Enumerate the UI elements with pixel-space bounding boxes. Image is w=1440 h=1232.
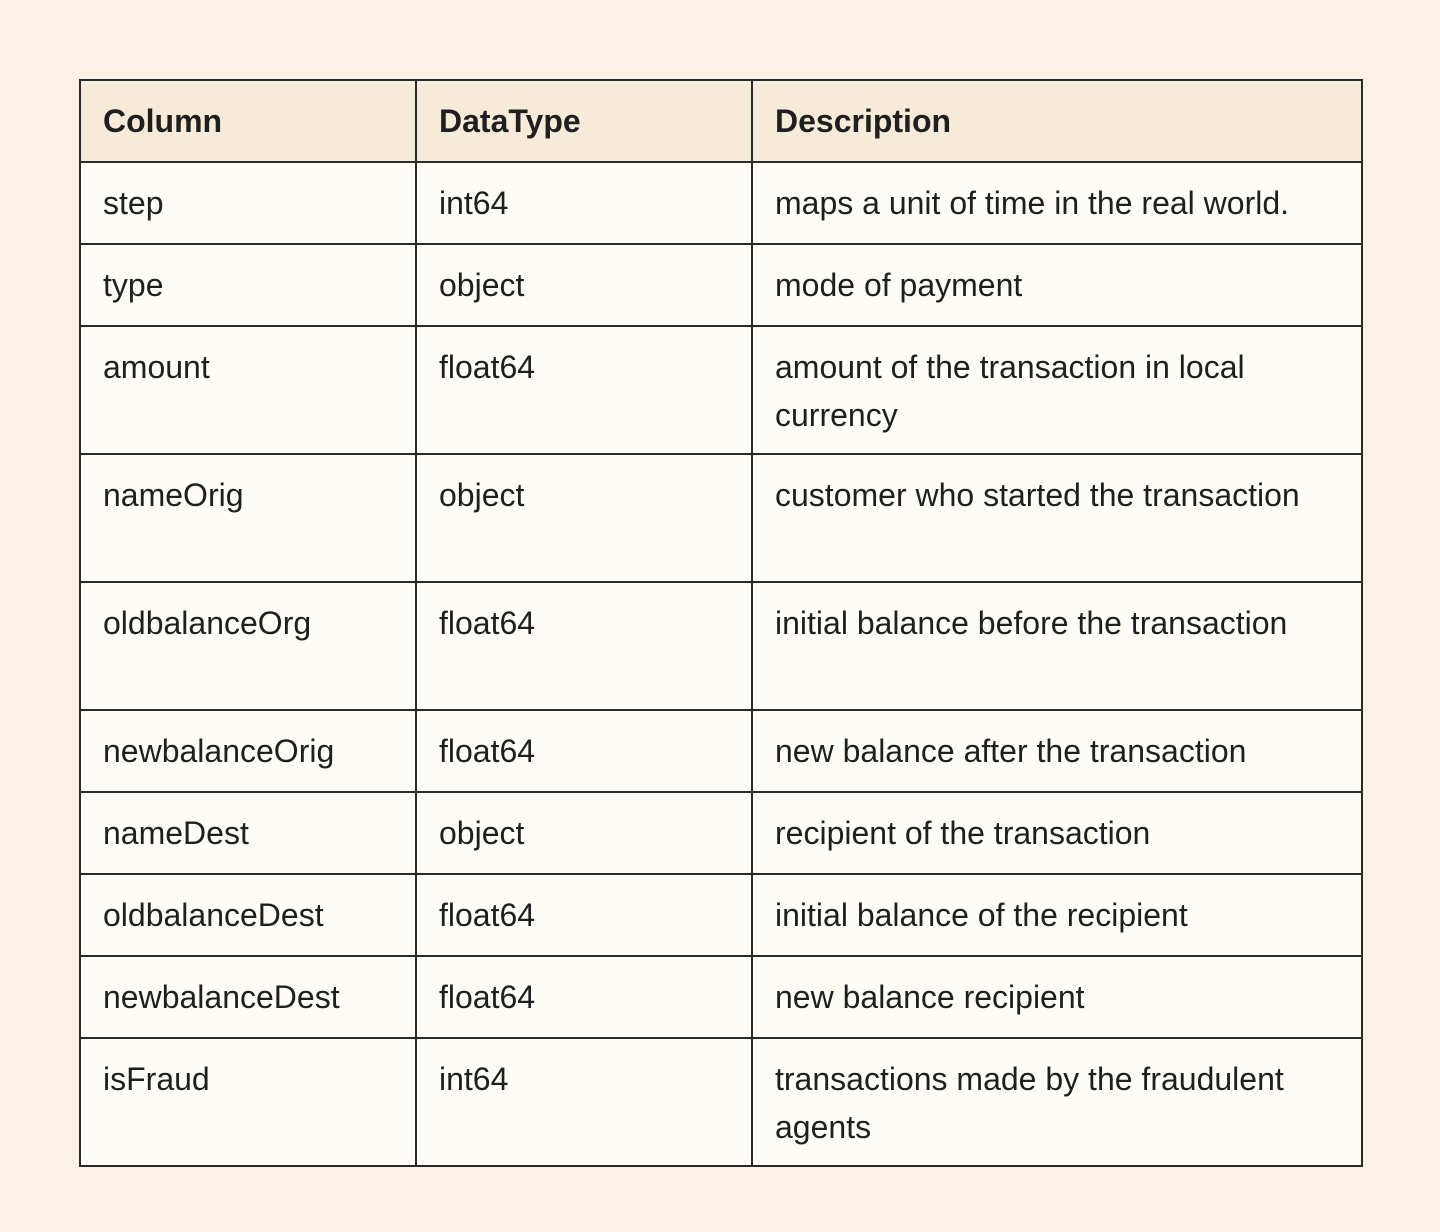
table-header-row bbox=[80, 80, 1362, 162]
cell-description: amount of the transaction in local currency bbox=[752, 326, 1362, 454]
cell-datatype: float64 bbox=[416, 326, 752, 454]
table-row bbox=[80, 956, 1362, 1038]
data-dictionary-table bbox=[79, 79, 1363, 1167]
cell-datatype: float64 bbox=[416, 956, 752, 1038]
cell-column: oldbalanceOrg bbox=[80, 582, 416, 710]
cell-column: step bbox=[80, 162, 416, 244]
cell-column: amount bbox=[80, 326, 416, 454]
header-datatype: DataType bbox=[416, 80, 752, 162]
cell-datatype: object bbox=[416, 244, 752, 326]
table-row bbox=[80, 454, 1362, 582]
cell-column: oldbalanceDest bbox=[80, 874, 416, 956]
data-dictionary-table-container bbox=[79, 79, 1361, 1167]
cell-description: initial balance of the recipient bbox=[752, 874, 1362, 956]
table-row bbox=[80, 874, 1362, 956]
cell-description: initial balance before the transaction bbox=[752, 582, 1362, 710]
cell-datatype: int64 bbox=[416, 1038, 752, 1166]
table-row bbox=[80, 326, 1362, 454]
cell-datatype: int64 bbox=[416, 162, 752, 244]
cell-column: newbalanceDest bbox=[80, 956, 416, 1038]
header-description: Description bbox=[752, 80, 1362, 162]
cell-column: nameDest bbox=[80, 792, 416, 874]
cell-description: transactions made by the fraudulent agents bbox=[752, 1038, 1362, 1166]
cell-datatype: float64 bbox=[416, 874, 752, 956]
cell-column: newbalanceOrig bbox=[80, 710, 416, 792]
table-row bbox=[80, 244, 1362, 326]
table-row bbox=[80, 1038, 1362, 1166]
cell-description: mode of payment bbox=[752, 244, 1362, 326]
cell-datatype: object bbox=[416, 792, 752, 874]
cell-description: new balance after the transaction bbox=[752, 710, 1362, 792]
table-row bbox=[80, 582, 1362, 710]
cell-datatype: object bbox=[416, 454, 752, 582]
cell-datatype: float64 bbox=[416, 710, 752, 792]
table-row bbox=[80, 792, 1362, 874]
cell-column: nameOrig bbox=[80, 454, 416, 582]
cell-column: isFraud bbox=[80, 1038, 416, 1166]
cell-column: type bbox=[80, 244, 416, 326]
cell-description: recipient of the transaction bbox=[752, 792, 1362, 874]
cell-description: new balance recipient bbox=[752, 956, 1362, 1038]
cell-datatype: float64 bbox=[416, 582, 752, 710]
table-row bbox=[80, 710, 1362, 792]
header-column: Column bbox=[80, 80, 416, 162]
cell-description: maps a unit of time in the real world. bbox=[752, 162, 1362, 244]
table-row bbox=[80, 162, 1362, 244]
cell-description: customer who started the transaction bbox=[752, 454, 1362, 582]
